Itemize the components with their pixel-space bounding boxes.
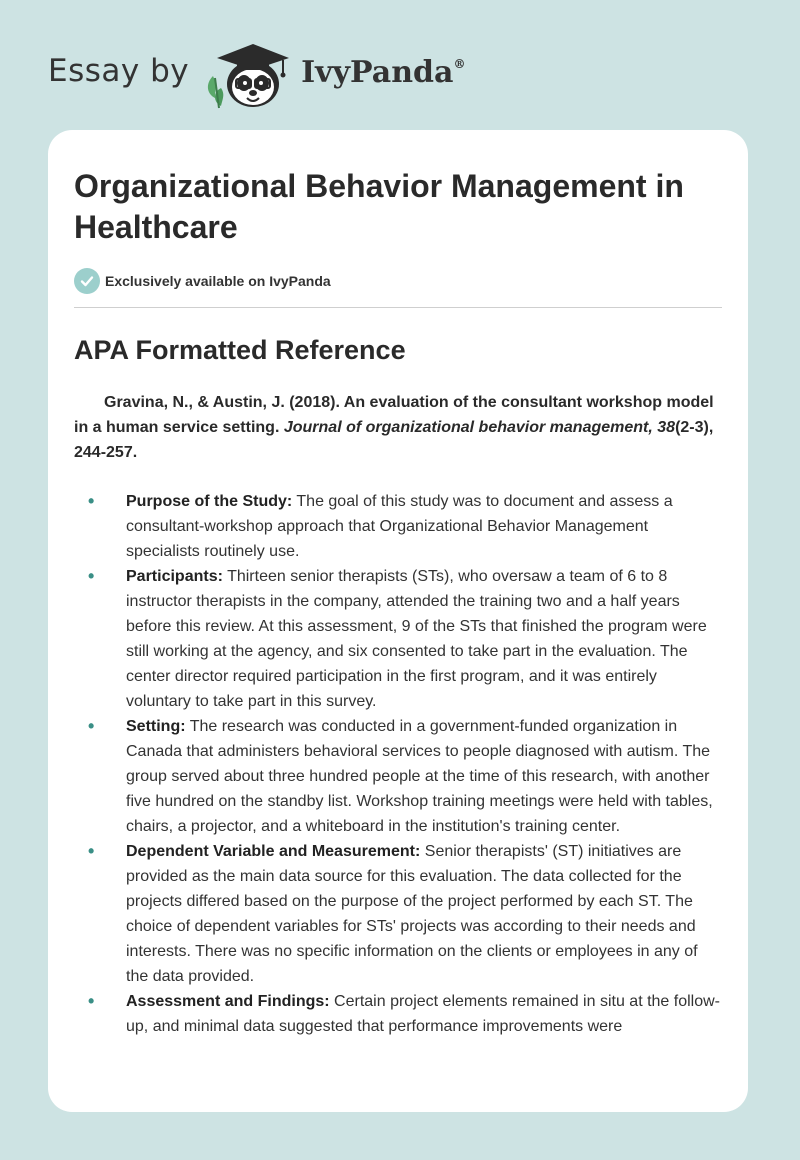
reference-issue-pages: (2-3), 244-257. [74, 419, 714, 461]
list-item [74, 489, 722, 564]
panda-graduate-icon[interactable] [203, 38, 295, 110]
item-label: Participants: [126, 568, 223, 585]
brand-prefix: Essay by [48, 53, 190, 89]
item-text: The goal of this study was to document and assess a consultant-workshop approach that Organizational Behavior Management specialists routinely use. [126, 493, 673, 560]
exclusive-text: Exclusively available on IvyPanda [105, 273, 331, 289]
bullet-icon: • [88, 716, 95, 736]
item-text: Senior therapists' (ST) initiatives are provided as the main data source for this evaluation. The data collected for the projects differed based on the purpose of the project performed by each ST. The choice of dependent variables for STs' projects was according to their needs and interests. There was no specific information on the clients or employees in any of the data provided. [126, 843, 698, 985]
article-card [48, 130, 748, 1112]
item-label: Purpose of the Study: [126, 493, 293, 510]
item-label: Assessment and Findings: [126, 993, 330, 1010]
reference-journal: Journal of organizational behavior management, 38 [283, 419, 676, 436]
list-item [74, 564, 722, 714]
exclusive-badge [74, 268, 722, 294]
bullet-icon: • [88, 841, 95, 861]
site-header [48, 38, 465, 110]
apa-reference [74, 390, 722, 465]
item-label: Dependent Variable and Measurement: [126, 843, 421, 860]
divider [74, 307, 722, 308]
section-heading: APA Formatted Reference [74, 335, 406, 365]
page-title: Organizational Behavior Management in Healthcare [74, 168, 684, 245]
bullet-icon: • [88, 566, 95, 586]
summary-list [74, 489, 722, 1039]
item-label: Setting: [126, 718, 186, 735]
check-circle-icon [74, 268, 100, 294]
list-item [74, 989, 722, 1039]
bullet-icon: • [88, 491, 95, 511]
item-text: The research was conducted in a government-funded organization in Canada that administers behavioral services to people diagnosed with autism. The group served about three hundred people at the time of this research, with another five hundred on the standby list. Workshop training meetings were held with tables, chairs, a projector, and a whiteboard in the institution's training center. [126, 718, 713, 835]
list-item [74, 839, 722, 989]
brand-name[interactable]: IvyPanda® [301, 54, 466, 90]
item-text: Certain project elements remained in situ at the follow-up, and minimal data suggested that performance improvements were [126, 993, 721, 1035]
registered-mark: ® [453, 56, 466, 71]
list-item [74, 714, 722, 839]
bullet-icon: • [88, 991, 95, 1011]
reference-authors: Gravina, N., & Austin, J. (2018). An evaluation of the consultant workshop model in a human service setting. [74, 394, 714, 436]
item-text: Thirteen senior therapists (STs), who oversaw a team of 6 to 8 instructor therapists in the company, attended the training two and a half years before this review. At this assessment, 9 of the STs that finished the program were still working at the agency, and six consented to take part in the evaluation. The center director required participation in the first program, and it was entirely voluntary to take part in this survey. [126, 568, 707, 710]
